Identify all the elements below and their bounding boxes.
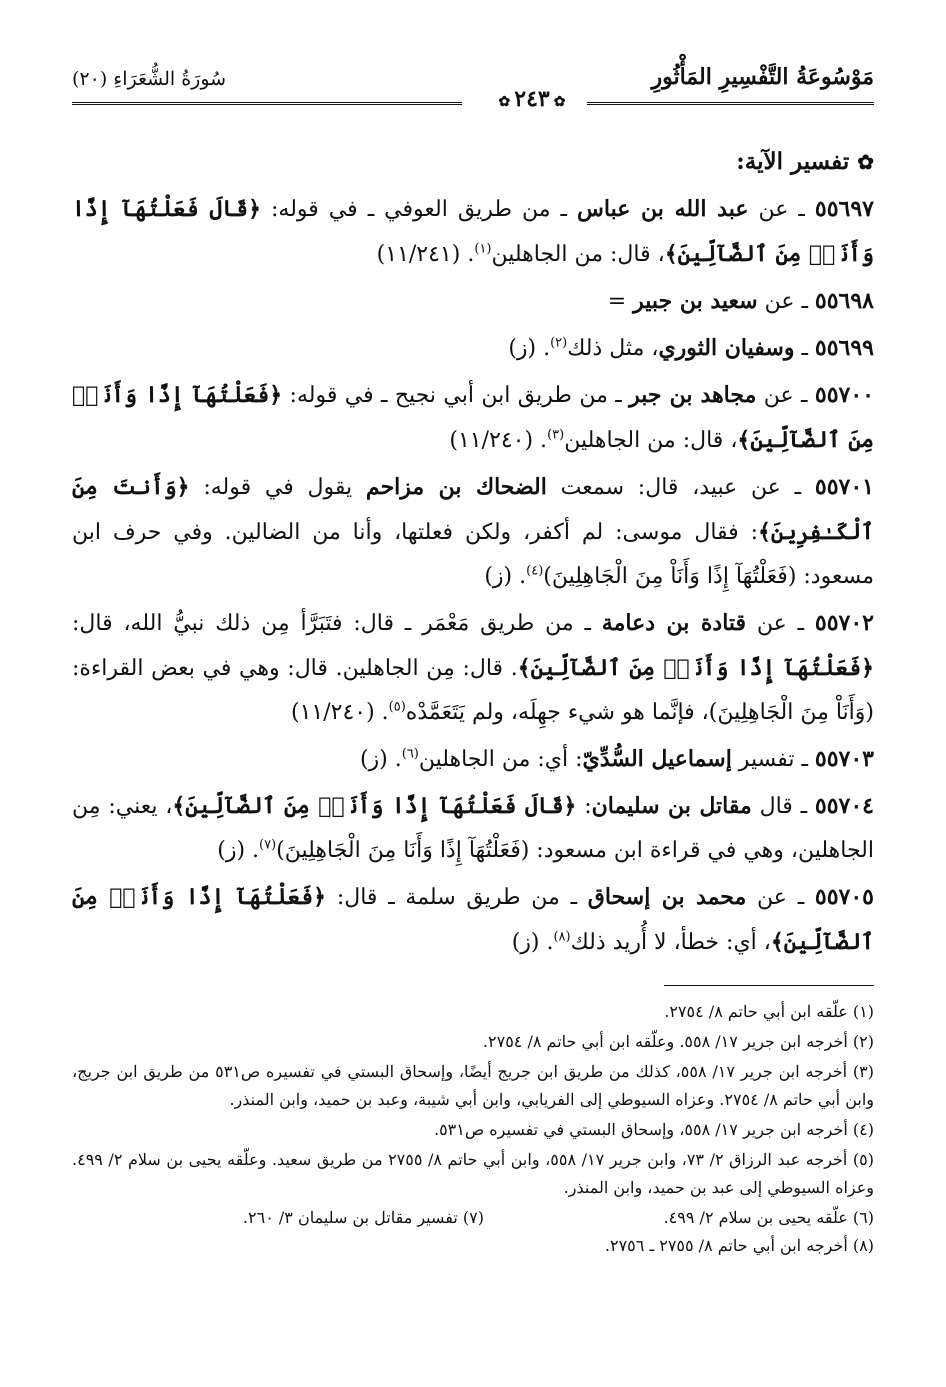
entry-text: =: [607, 289, 634, 314]
entry-text: ـ عن: [757, 289, 815, 314]
entry-reference: . (ز): [508, 336, 551, 361]
header-rule-right: [584, 102, 874, 105]
running-header: [72, 58, 874, 112]
narrator-name: مقاتل بن سليمان: [591, 793, 752, 819]
footnote-item: (٢) أخرجه ابن جرير ١٧/ ٥٥٨. وعلّقه ابن أبي حاتم ٨/ ٢٧٥٤.: [482, 1032, 874, 1051]
tafsir-entry: [72, 601, 874, 735]
entry-reference: . (١١/٢٤٠): [290, 700, 389, 725]
entry-text: : فقال موسى: لم أكفر، ولكن فعلتها، وأنا من الضالين. وفي حرف ابن مسعود: (فَعَلْتُهَآ إِذًا وَأَنَاْ مِنَ الْجَاهِلِينَ): [72, 520, 874, 589]
entry-text: :: [576, 794, 592, 819]
entry-number: ٥٥٦٩٩: [814, 335, 874, 361]
footnote-ref: (١): [474, 241, 492, 257]
entry-text: ـ عن: [756, 383, 815, 408]
entry-number: ٥٥٦٩٧: [814, 196, 874, 222]
narrator-name: سعيد بن جبير: [633, 288, 758, 314]
quran-quote: ﴿قَالَ فَعَلْتُهَآ إِذًا وَأَنَا۠ مِنَ ٱلضَّآلِّينَ﴾: [172, 793, 577, 819]
entry-number: ٥٥٧٠٤: [814, 793, 874, 819]
ornament-icon: ✿: [498, 94, 511, 110]
footnote-item: (٧) تفسير مقاتل بن سليمان ٣/ ٢٦٠.: [242, 1208, 484, 1227]
narrator-name: إسماعيل السُّدِّيّ: [582, 746, 732, 772]
tafsir-entry: [72, 373, 874, 463]
footnote-ref: (٤): [526, 563, 544, 579]
narrator-name: قتادة بن دعامة: [601, 610, 747, 636]
footnotes: [72, 998, 874, 1202]
flower-icon: ✿: [857, 150, 874, 174]
footnote-item: (١) علّقه ابن أبي حاتم ٨/ ٢٧٥٤.: [664, 1002, 874, 1021]
entry-reference: . (ز): [359, 747, 402, 772]
entry-text: ، قال: من الجاهلين: [564, 428, 738, 453]
footnote-item: (٥) أخرجه عبد الرزاق ٢/ ٧٣، وابن جرير ١٧/ ٥٥٨، وابن أبي حاتم ٨/ ٢٧٥٥ من طريق سعيد. وعلّقه يحيى بن سلام ٢/ ٤٩٩. وعزاه السيوطي إلى عبد بن حميد، وابن المنذر.: [72, 1150, 874, 1197]
entry-number: ٥٥٧٠٣: [814, 746, 874, 772]
footnote-ref: (٦): [401, 746, 419, 762]
entry-text: ـ عن: [746, 611, 815, 636]
quran-quote: ﴿وَأَنتَ مِنَ ٱلْكَـٰفِرِينَ﴾: [72, 474, 874, 545]
footnote-ref: (٧): [259, 837, 277, 853]
tafsir-entry: [72, 737, 874, 782]
entry-number: ٥٥٦٩٨: [814, 288, 874, 314]
entry-text: ، مثل ذلك: [567, 336, 659, 361]
tafsir-entry: [72, 279, 874, 324]
narrator-name: عبد الله بن عباس: [577, 196, 749, 222]
page: [72, 58, 874, 1262]
tafsir-entry: [72, 326, 874, 371]
entry-text: : أي: من الجاهلين: [418, 747, 583, 772]
narrator-name: وسفيان الثوري: [658, 335, 795, 361]
tafsir-entry: [72, 187, 874, 277]
quran-quote: ﴿فَعَلْتُهَآ إِذًا وَأَنَا۠ مِنَ ٱلضَّآلِّينَ﴾: [72, 382, 874, 453]
entry-text: ـ قال: [751, 794, 815, 819]
entry-text: ـ من طريق مَعْمَر ـ قال: فتَبَرَّأ مِن ذلك نبيُّ الله، قال:: [72, 611, 602, 636]
entry-text: ، أي: خطأ، لا أُريد ذلك: [570, 930, 771, 955]
entries-list: [72, 187, 874, 965]
entry-text: ، يعني: مِن الجاهلين، وهي في قراءة ابن مسعود: (فَعَلْتُهَآ إِذًا وَأَنَا مِنَ الْجَاهِلِينَ): [72, 794, 874, 863]
page-number-box: [477, 86, 587, 112]
entry-text: ـ: [794, 336, 815, 361]
tafsir-entry: [72, 875, 874, 965]
entry-text: . قال: مِن الجاهلين. قال: وهي في بعض القراءة: (وَأَنَاْ مِنَ الْجَاهِلِينَ)، فإنَّما هو شيء جهِلَه، ولم يَتَعَمَّدْه: [72, 656, 874, 725]
footnote-ref: (٥): [388, 699, 406, 715]
entry-reference: . (١١/٢٤٠): [449, 428, 548, 453]
entry-text: ـ عن: [746, 885, 815, 910]
entry-text: ـ من طريق سلمة ـ قال:: [326, 885, 588, 910]
tafsir-entry: [72, 784, 874, 873]
footnote-ref: (٢): [550, 335, 568, 351]
footnote-pair: [72, 1204, 874, 1232]
entry-reference: . (١١/٢٤١): [376, 242, 475, 267]
entry-reference: . (ز): [511, 930, 554, 955]
entry-number: ٥٥٧٠٥: [814, 884, 874, 910]
footnote-item: (٣) أخرجه ابن جرير ١٧/ ٥٥٨، كذلك من طريق ابن جريج أيضًا، وإسحاق البستي في تفسيره ص٥٣١ من طريق ابن جريج، وابن أبي حاتم ٨/ ٢٧٥٤. وعزاه السيوطي إلى الفريابي، وابن أبي شيبة، وعبد بن حميد، وابن المنذر.: [72, 1062, 875, 1109]
footnote-item: (٨) أخرجه ابن أبي حاتم ٨/ ٢٧٥٥ ـ ٢٧٥٦.: [604, 1236, 874, 1255]
ornament-icon: ✿: [553, 94, 566, 110]
quran-quote: ﴿فَعَلْتُهَآ إِذًا وَأَنَا۠ مِنَ ٱلضَّآلِّينَ﴾: [72, 884, 874, 955]
footnote-ref: (٣): [547, 427, 565, 443]
header-rule-left: [72, 102, 462, 105]
entry-text: ـ تفسير: [731, 747, 815, 772]
footnote-ref: (٨): [553, 929, 571, 945]
entry-text: ، قال: من الجاهلين: [491, 242, 665, 267]
section-heading: [72, 148, 874, 175]
tafsir-entry: [72, 465, 874, 599]
entry-text: ـ عن: [748, 197, 815, 222]
footnote-item: (٤) أخرجه ابن جرير ١٧/ ٥٥٨، وإسحاق البستي في تفسيره ص٥٣١.: [433, 1120, 874, 1139]
entry-text: ـ من طريق العوفي ـ في قوله:: [260, 197, 578, 222]
narrator-name: محمد بن إسحاق: [587, 884, 747, 910]
narrator-name: الضحاك بن مزاحم: [365, 474, 547, 500]
entry-number: ٥٥٧٠٠: [814, 382, 874, 408]
entry-text: يقول في قوله:: [189, 475, 366, 500]
quran-quote: ﴿فَعَلْتُهَآ إِذًا وَأَنَا۠ مِنَ ٱلضَّآلِّينَ﴾: [517, 655, 874, 681]
footnote-item: (٦) علّقه يحيى بن سلام ٢/ ٤٩٩.: [663, 1208, 874, 1227]
book-title: مَوْسُوعَةُ التَّفْسِيرِ المَأْثُورِ: [651, 64, 874, 90]
surah-label: سُورَةُ الشُّعَرَاءِ (٢٠): [72, 68, 227, 90]
entry-text: ـ من طريق ابن أبي نجيح ـ في قوله:: [282, 383, 630, 408]
page-number: ٢٤٣: [514, 86, 550, 112]
entry-number: ٥٥٧٠١: [814, 474, 874, 500]
entry-reference: . (ز): [484, 564, 527, 589]
entry-number: ٥٥٧٠٢: [814, 610, 874, 636]
narrator-name: مجاهد بن جبر: [629, 382, 757, 408]
entry-reference: . (ز): [217, 838, 260, 863]
quran-quote: ﴿قَالَ فَعَلْتُهَآ إِذًا وَأَنَا۠ مِنَ ٱلضَّآلِّينَ﴾: [72, 196, 874, 267]
footnote-rule: [664, 985, 874, 986]
entry-text: ـ عن عبيد، قال: سمعت: [546, 475, 815, 500]
section-title: تفسير الآية:: [736, 148, 850, 175]
